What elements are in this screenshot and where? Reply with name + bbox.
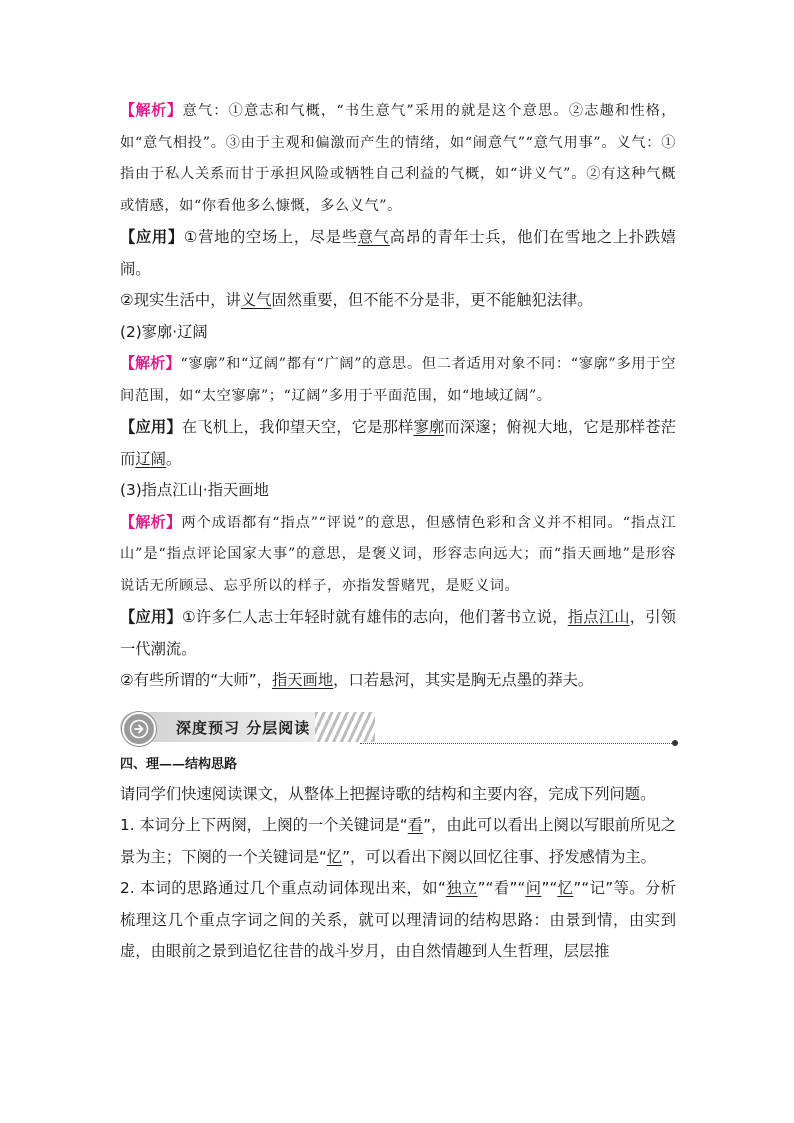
- text-run: ”，可以看出下阕以回忆往事、抒发感情为主。: [342, 847, 656, 866]
- analysis-paragraph-3: [120, 507, 676, 603]
- section-intro: 请同学们快速阅读课文，从整体上把握诗歌的结构和主要内容，完成下列问题。: [120, 784, 656, 803]
- underlined-word: 指点江山: [567, 608, 630, 626]
- underlined-word: 义气: [240, 291, 272, 309]
- text-run: 在飞机上，我仰望天空，它是那样: [181, 418, 414, 436]
- underlined-word: 意气: [357, 228, 390, 246]
- underlined-word: 独立: [445, 879, 478, 897]
- application-paragraph-1: [120, 222, 676, 285]
- analysis-tag: 【解析】: [120, 101, 183, 119]
- text-run: 1. 本词分上下两阕，上阕的一个关键词是“: [120, 816, 408, 834]
- application-paragraph-4: [120, 602, 676, 665]
- text-run: ”“: [541, 879, 558, 897]
- document-body: [120, 95, 676, 968]
- text-run: 。: [165, 449, 182, 468]
- section-banner: [120, 709, 676, 749]
- text-run: ”“看”“: [477, 879, 526, 897]
- analysis-tag: 【解析】: [120, 512, 182, 531]
- text-run: ”“记”等。分析梳理这几个重点字词之间的关系，就可以理清词的结构思路：由景到情，由实到虚，由眼前之景到追忆往昔的战斗岁月，由自然情趣到人生哲理，层层推: [120, 879, 676, 960]
- underlined-word: 寥廓: [413, 418, 445, 436]
- arrow-circle-icon: [122, 712, 156, 746]
- text-run: 2. 本词的思路通过几个重点动词体现出来，如“: [120, 879, 446, 897]
- text-run: ，引领一代潮流。: [120, 608, 676, 658]
- rule-end-dot: [672, 740, 678, 746]
- underlined-word: 忆: [326, 847, 343, 866]
- analysis-paragraph-2: [120, 348, 676, 412]
- application-paragraph-5: [120, 665, 676, 697]
- analysis-paragraph-1: [120, 95, 676, 222]
- question-2: [120, 873, 676, 968]
- banner-stripes: [315, 712, 375, 742]
- text-run: 高昂的青年士兵，他们在雪地之上扑跌嬉闹。: [120, 228, 676, 278]
- text-run: ①许多仁人志士年轻时就有雄伟的志向，他们著书立说，: [181, 608, 568, 626]
- question-1: [120, 810, 676, 873]
- underlined-word: 辽阔: [135, 449, 166, 468]
- text-run: 固然重要，但不能不分是非，更不能触犯法律。: [271, 291, 593, 309]
- underlined-word: 看: [407, 816, 424, 834]
- analysis-tag: 【解析】: [120, 354, 181, 372]
- text-run: ”，由此可以看出上阕以写眼前所见之景为主；下阕的一个关键词是“: [120, 816, 676, 866]
- underlined-word: 指天画地: [271, 671, 334, 689]
- application-tag: 【应用】: [120, 418, 182, 436]
- dotted-rule: [360, 743, 676, 744]
- section-heading: 四、理——结构思路: [120, 756, 238, 772]
- underlined-word: 忆: [557, 879, 574, 897]
- analysis-text: 两个成语都有“指点”“评说”的意思，但感情色彩和含义并不相同。“指点江山”是“指点评论国家大事”的意思，是褒义词，形容志向远大；而“指天画地”是形容说话无所顾忌、忘乎所以的样子，亦指发誓赌咒，是贬义词。: [120, 514, 676, 594]
- underlined-word: 问: [525, 879, 542, 897]
- application-tag: 【应用】: [120, 608, 182, 626]
- subheading-3: (3)指点江山·指天画地: [120, 481, 269, 499]
- text-run: ②现实生活中，讲: [120, 291, 241, 309]
- application-paragraph-2: [120, 285, 676, 317]
- application-paragraph-3: [120, 412, 676, 475]
- text-run: ②有些所谓的“大师”，: [120, 671, 272, 689]
- text-run: ，口若悬河，其实是胸无点墨的莽夫。: [333, 671, 594, 689]
- banner-title: 深度预习 分层阅读: [176, 718, 311, 737]
- analysis-text: 意气：①意志和气概，“书生意气”采用的就是这个意思。②志趣和性格，如“意气相投”。③由于主观和偏激而产生的情绪，如“闹意气”“意气用事”。义气：①指由于私人关系而甘于承担风险或牺牲自己利益的气概，如“讲义气”。②有这种气概或情感，如“你看他多么慷慨，多么义气”。: [120, 103, 676, 214]
- application-tag: 【应用】: [120, 228, 184, 246]
- analysis-text: “寥廓”和“辽阔”都有“广阔”的意思。但二者适用对象不同：“寥廓”多用于空间范围，如“太空寥廓”；“辽阔”多用于平面范围，如“地域辽阔”。: [120, 356, 676, 404]
- text-run: 而深邃；俯视大地，它是那样苍茫而: [120, 418, 676, 468]
- subheading-2: (2)寥廓·辽阔: [120, 322, 208, 341]
- text-run: ①营地的空场上，尽是些: [183, 228, 358, 246]
